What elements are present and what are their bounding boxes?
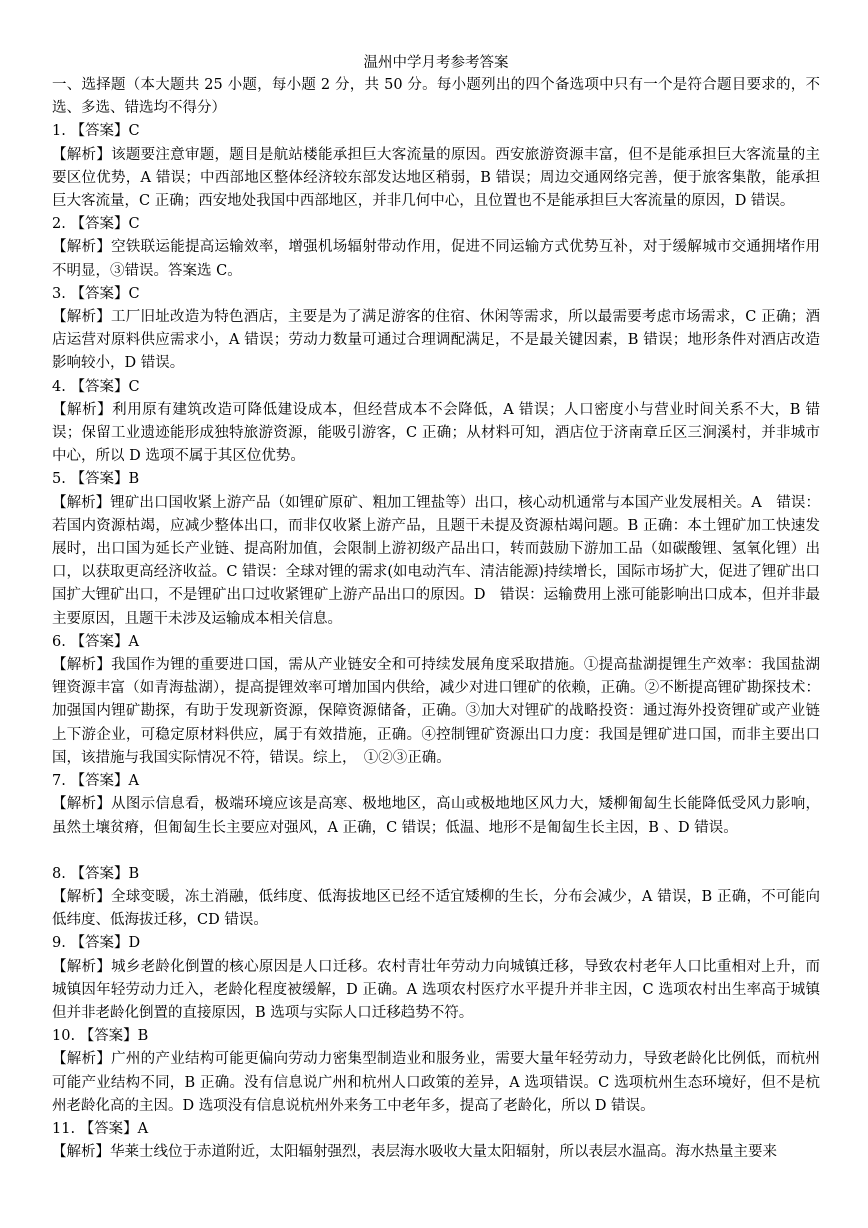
analysis-paragraph: 【解析】从图示信息看，极端环境应该是高寒、极地地区，高山或极地地区风力大，矮柳匍匐生长能降低受风力影响，虽然土壤贫瘠，但匍匐生长主要应对强风，A 正确，C 错误；低温、地形不是匍匐生长主因，B 、D 错误。 (52, 796, 820, 836)
item-2 (52, 213, 820, 283)
answer-line: 1. 【答案】C (52, 123, 140, 140)
analysis-paragraph: 【解析】锂矿出口国收紧上游产品（如锂矿原矿、粗加工锂盐等）出口，核心动机通常与本国产业发展相关。A 错误：若国内资源枯竭，应减少整体出口，而非仅收紧上游产品，且题干未提及资源枯竭问题。B 正确：本土锂矿加工快速发展时，出口国为延长产业链、提高附加值，会限制上游初级产品出口，转而鼓励下游加工品（如碳酸锂、氢氧化锂）出口，以获取更高经济收益。C 错误：全球对锂的需求(如电动汽车、清洁能源)持续增长，国际市场扩大，促进了锂矿出口国扩大锂矿出口，不是锂矿出口过收紧锂矿上游产品出口的原因。D 错误：运输费用上涨可能影响出口成本，但并非最主要原因，且题干未涉及运输成本相关信息。 (52, 494, 820, 627)
analysis-paragraph: 【解析】广州的产业结构可能更偏向劳动力密集型制造业和服务业，需要大量年轻劳动力，导致老龄化比例低，而杭州可能产业结构不同，B 正确。没有信息说广州和杭州人口政策的差异，A 选项错误。C 选项杭州生态环境好，但不是杭州老龄化高的主因。D 选项没有信息说杭州外来务工中老年多，提高了老龄化，所以 D 错误。 (52, 1051, 820, 1114)
section-intro: 一、选择题（本大题共 25 小题，每小题 2 分，共 50 分。每小题列出的四个备选项中只有一个是符合题目要求的，不选、多选、错选均不得分） (52, 77, 820, 117)
answer-line: 7. 【答案】A (52, 773, 139, 790)
answer-line: 8. 【答案】B (52, 865, 140, 882)
answer-line: 6. 【答案】A (52, 633, 139, 650)
analysis-paragraph: 【解析】利用原有建筑改造可降低建设成本，但经营成本不会降低，A 错误；人口密度小与营业时间关系不大，B 错误；保留工业遗迹能形成独特旅游资源，能吸引游客，C 正确；从材料可知，酒店位于济南章丘区三涧溪村，并非城市中心，所以 D 选项不属于其区位优势。 (52, 401, 820, 465)
answer-line: 2. 【答案】C (52, 216, 140, 233)
item-8 (52, 863, 820, 933)
answer-line: 4. 【答案】C (52, 378, 140, 395)
item-6 (52, 631, 820, 770)
item-4 (52, 376, 820, 469)
item-5 (52, 468, 820, 630)
answer-line: 5. 【答案】B (52, 471, 140, 488)
answer-line: 10. 【答案】B (52, 1028, 149, 1045)
page-title: 温州中学月考参考答案 (363, 55, 509, 71)
item-3 (52, 283, 820, 376)
analysis-paragraph: 【解析】华莱士线位于赤道附近，太阳辐射强烈，表层海水吸收大量太阳辐射，所以表层水温高。海水热量主要来 (52, 1144, 777, 1161)
answer-line: 11. 【答案】A (52, 1120, 149, 1137)
answer-line: 9. 【答案】D (52, 935, 141, 952)
analysis-paragraph: 【解析】城乡老龄化倒置的核心原因是人口迁移。农村青壮年劳动力向城镇迁移，导致农村老年人口比重相对上升，而城镇因年轻劳动力迁入，老龄化程度被缓解，D 正确。A 选项农村医疗水平提升并非主因，C 选项农村出生率高于城镇但并非老龄化倒置的直接原因，B 选项与实际人口迁移趋势不符。 (52, 958, 820, 1021)
analysis-paragraph: 【解析】工厂旧址改造为特色酒店，主要是为了满足游客的住宿、休闲等需求，所以最需要考虑市场需求，C 正确；酒店运营对原料供应需求小，A 错误；劳动力数量可通过合理调配满足，不是最关键因素，B 错误；地形条件对酒店改造影响较小，D 错误。 (52, 309, 820, 372)
blank-gap (52, 840, 820, 863)
analysis-paragraph: 【解析】该题要注意审题，题目是航站楼能承担巨大客流量的原因。西安旅游资源丰富，但不是能承担巨大客流量的主要区位优势，A 错误；中西部地区整体经济较东部发达地区稍弱，B 错误；周边交通网络完善，便于旅客集散，能承担巨大客流量，C 正确；西安地处我国中西部地区，并非几何中心，且位置也不是能承担巨大客流量的原因，D 错误。 (52, 146, 820, 210)
item-9 (52, 932, 820, 1025)
item-1 (52, 120, 820, 213)
item-11 (52, 1118, 820, 1164)
item-10 (52, 1025, 820, 1118)
analysis-paragraph: 【解析】空铁联运能提高运输效率，增强机场辐射带动作用，促进不同运输方式优势互补，对于缓解城市交通拥堵作用不明显，③错误。答案选 C。 (52, 239, 820, 279)
analysis-paragraph: 【解析】全球变暖，冻土消融，低纬度、低海拔地区已经不适宜矮柳的生长，分布会减少，A 错误，B 正确，不可能向低纬度、低海拔迁移，CD 错误。 (52, 888, 820, 929)
analysis-paragraph: 【解析】我国作为锂的重要进口国，需从产业链安全和可持续发展角度采取措施。①提高盐湖提锂生产效率：我国盐湖锂资源丰富（如青海盐湖），提高提锂效率可增加国内供给，减少对进口锂矿的依赖，正确。②不断提高锂矿勘探技术：加强国内锂矿勘探，有助于发现新资源，保障资源储备，正确。③加大对锂矿的战略投资：通过海外投资锂矿或产业链上下游企业，可稳定原材料供应，属于有效措施，正确。④控制锂矿资源出口力度：我国是锂矿进口国，而非主要出口国，该措施与我国实际情况不符，错误。综上， ①②③正确。 (52, 657, 820, 766)
item-7 (52, 770, 820, 863)
answer-line: 3. 【答案】C (52, 285, 140, 302)
